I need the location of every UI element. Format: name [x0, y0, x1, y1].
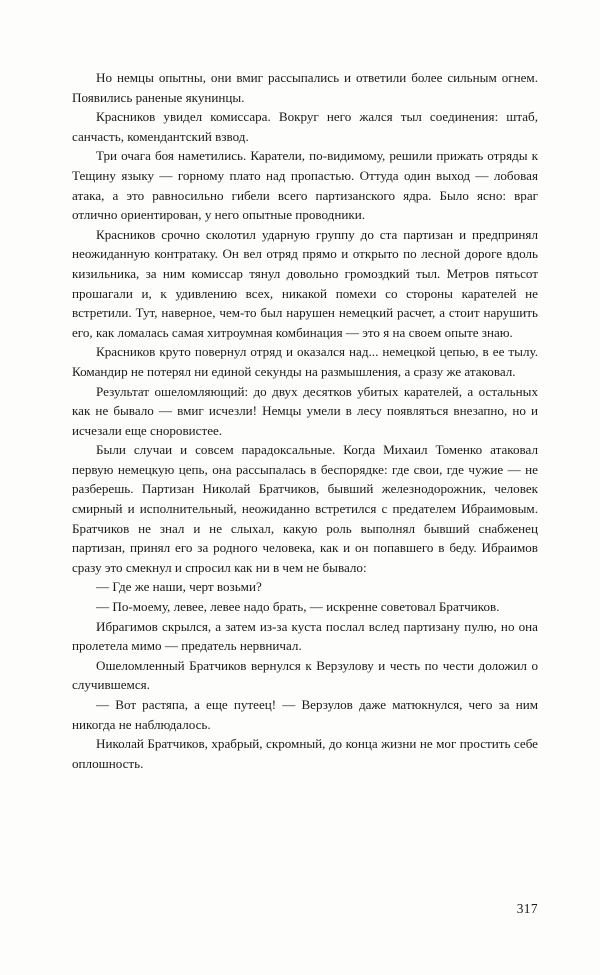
page-number: 317 — [516, 901, 538, 916]
paragraph: Николай Братчиков, храбрый, скромный, до конца жизни не мог простить себе оплошность. — [72, 736, 538, 771]
dialogue-line: — Где же наши, черт возьми? — [96, 579, 262, 595]
paragraph: Красников увидел комиссара. Вокруг него жался тыл соединения: штаб, санчасть, комендантский взвод. — [72, 109, 538, 144]
paragraph: Три очага боя наметились. Каратели, по-видимому, решили прижать отряды к Тещину языку — горному плато над пропастью. Оттуда один выход — лобовая атака, а это равносильно гибели всего партизанского ядра. Было ясно: враг отлично ориентирован, у него опытные проводники. — [72, 148, 538, 223]
paragraph: Были случаи и совсем парадоксальные. Когда Михаил Томенко атаковал первую немецкую цепь, она рассыпалась в беспорядке: где свои, где чужие — не разберешь. Партизан Николай Братчиков, бывший железнодорожник, человек смирный и исполнительный, неожиданно встретился с предателем Ибраимовым. Братчиков не знал и не слыхал, какую роль выполнял бывший снабженец партизан, принял его за родного человека, как и он попавшего в беду. Ибраимов сразу это смекнул и спросил как ни в чем не бывало: — [72, 442, 538, 575]
page-body — [72, 68, 538, 773]
paragraph: Результат ошеломляющий: до двух десятков убитых карателей, а остальных как не бывало — вмиг исчезли! Немцы умели в лесу появляться внезапно, но и исчезали еще сноровистее. — [72, 383, 538, 438]
paragraph: Ибрагимов скрылся, а затем из-за куста послал вслед партизану пулю, но она пролетела мимо — предатель нервничал. — [72, 618, 538, 654]
paragraph: Ошеломленный Братчиков вернулся к Верзулову и честь по чести доложил о случившемся. — [72, 657, 538, 693]
paragraph: Красников круто повернул отряд и оказался над... немецкой цепью, в ее тылу. Командир не потерял ни единой секунды на размышления, а сразу же атаковал. — [72, 344, 538, 379]
paragraph: Красников срочно сколотил ударную группу до ста партизан и предпринял неожиданную контратаку. Он вел отряд прямо и открыто по лесной дороге вдоль кизильника, за ним комиссар тянул довольно громоздкий тыл. Метров пятьсот прошагали и, к удивлению всех, никакой помехи со стороны карателей не встретили. Тут, наверное, чем-то был нарушен немецкий расчет, а стоит нарушить его, как ломалась самая хитроумная комбинация — это я на своем опыте знаю. — [72, 226, 538, 340]
dialogue-line: — Вот растяпа, а еще путеец! — Верзулов даже матюкнулся, чего за ним никогда не наблюдалось. — [72, 697, 538, 732]
dialogue-line: — По-моему, левее, левее надо брать, — искренне советовал Братчиков. — [96, 599, 500, 615]
paragraph: Но немцы опытны, они вмиг рассыпались и ответили более сильным огнем. Появились раненые якунинцы. — [72, 70, 538, 105]
